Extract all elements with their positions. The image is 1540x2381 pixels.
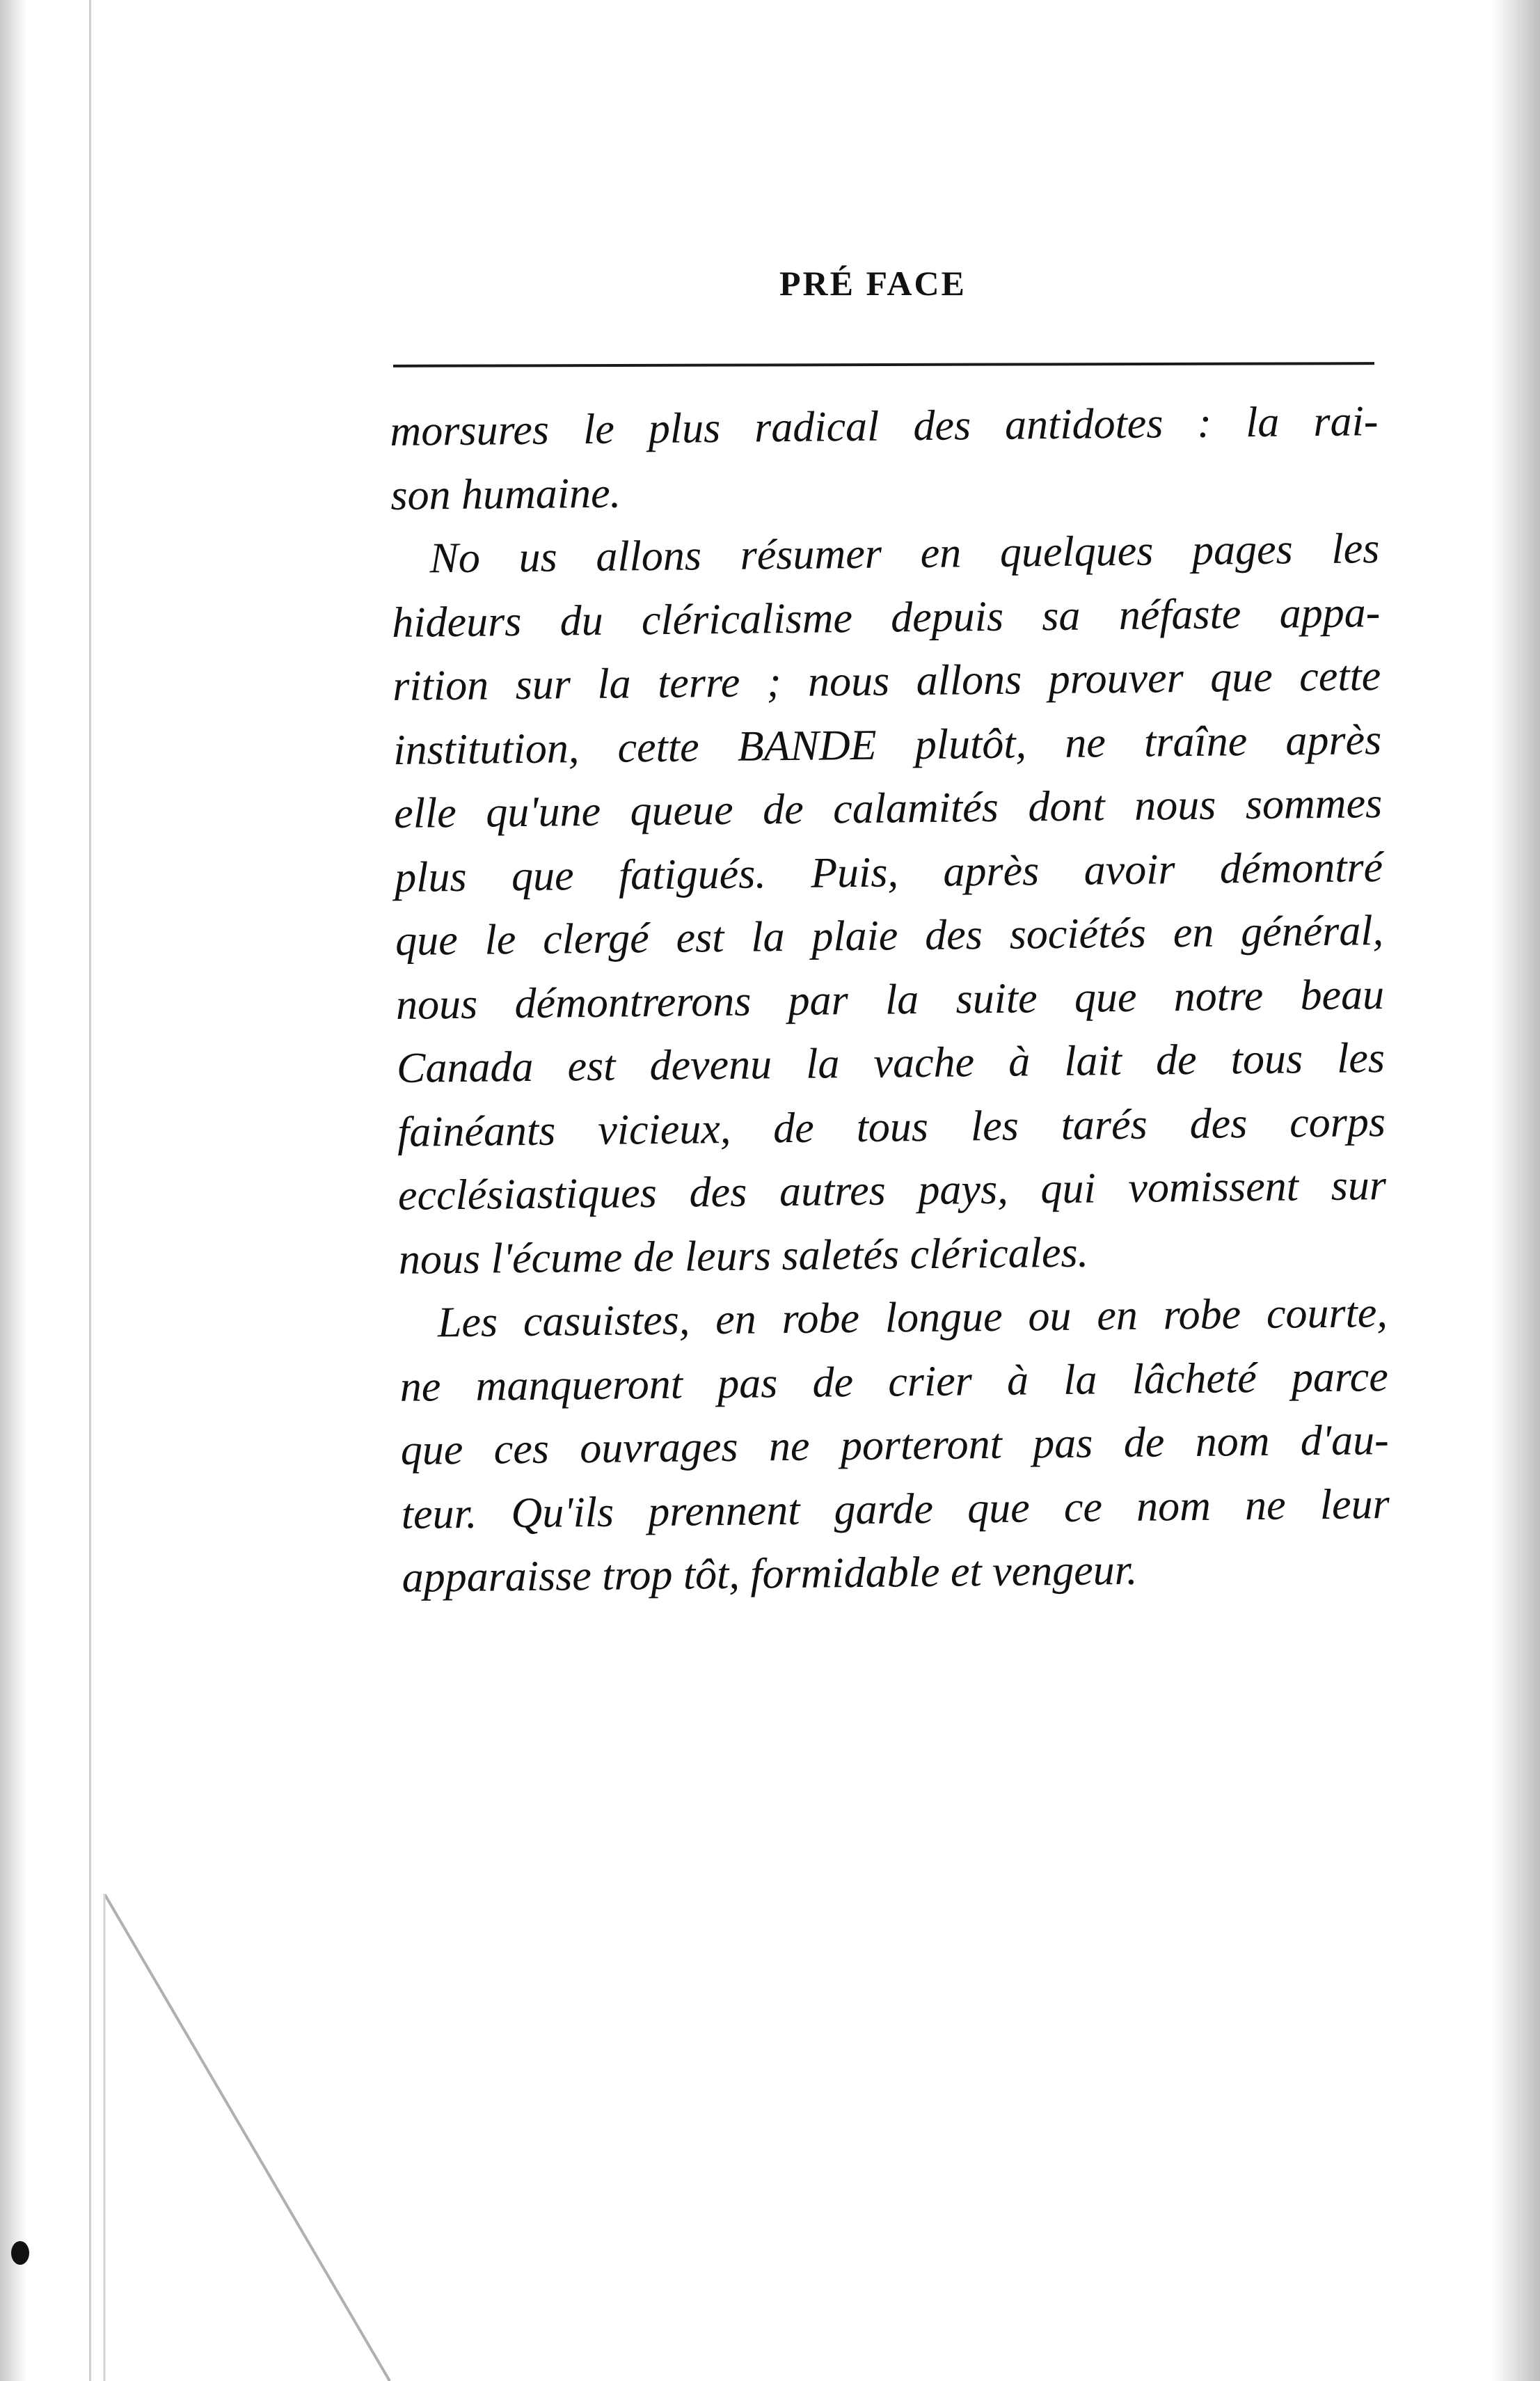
text-line: nous démontrerons par la suite que notre beau: [395, 970, 1385, 1029]
text-line: que le clergé est la plaie des sociétés en général,: [395, 907, 1384, 965]
body-text: [390, 390, 1390, 1610]
text-line: ecclésiastiques des autres pays, qui vomissent sur: [397, 1162, 1387, 1219]
text-line: son humaine.: [390, 469, 621, 519]
text-line: rition sur la terre ; nous allons prouver que cette: [392, 652, 1381, 710]
text-line: fainéants vicieux, de tous les tarés des corps: [397, 1098, 1386, 1156]
punch-hole-mark: [11, 2241, 29, 2265]
text-line: apparaisse trop tôt, formidable et vengeur.: [402, 1546, 1138, 1601]
text-line: hideurs du cléricalisme depuis sa néfaste appa-: [391, 588, 1381, 647]
text-line: Les casuistes, en robe longue ou en robe courte,: [437, 1289, 1388, 1347]
text-line: elle qu'une queue de calamités dont nous sommes: [393, 780, 1383, 837]
text-line: que ces ouvrages ne porteront pas de nom d'au-: [400, 1416, 1390, 1474]
text-line: No us allons résumer en quelques pages les: [429, 525, 1380, 583]
text-line: morsures le plus radical des antidotes : la rai-: [390, 397, 1379, 455]
text-line: institution, cette BANDE plutôt, ne traîne après: [392, 715, 1382, 774]
text-line: plus que fatigués. Puis, après avoir démontré: [394, 843, 1383, 901]
header-rule: [393, 362, 1374, 367]
page-edge-right: [1491, 0, 1540, 2381]
text-line: teur. Qu'ils prennent garde que ce nom ne leur: [401, 1480, 1390, 1538]
page-fold-corner: [0, 1894, 487, 2381]
text-line: nous l'écume de leurs saletés cléricales.: [398, 1228, 1089, 1283]
text-line: Canada est devenu la vache à lait de tous les: [396, 1034, 1386, 1092]
running-head: PRÉ FACE: [779, 264, 967, 303]
text-line: ne manqueront pas de crier à la lâcheté parce: [399, 1352, 1389, 1411]
